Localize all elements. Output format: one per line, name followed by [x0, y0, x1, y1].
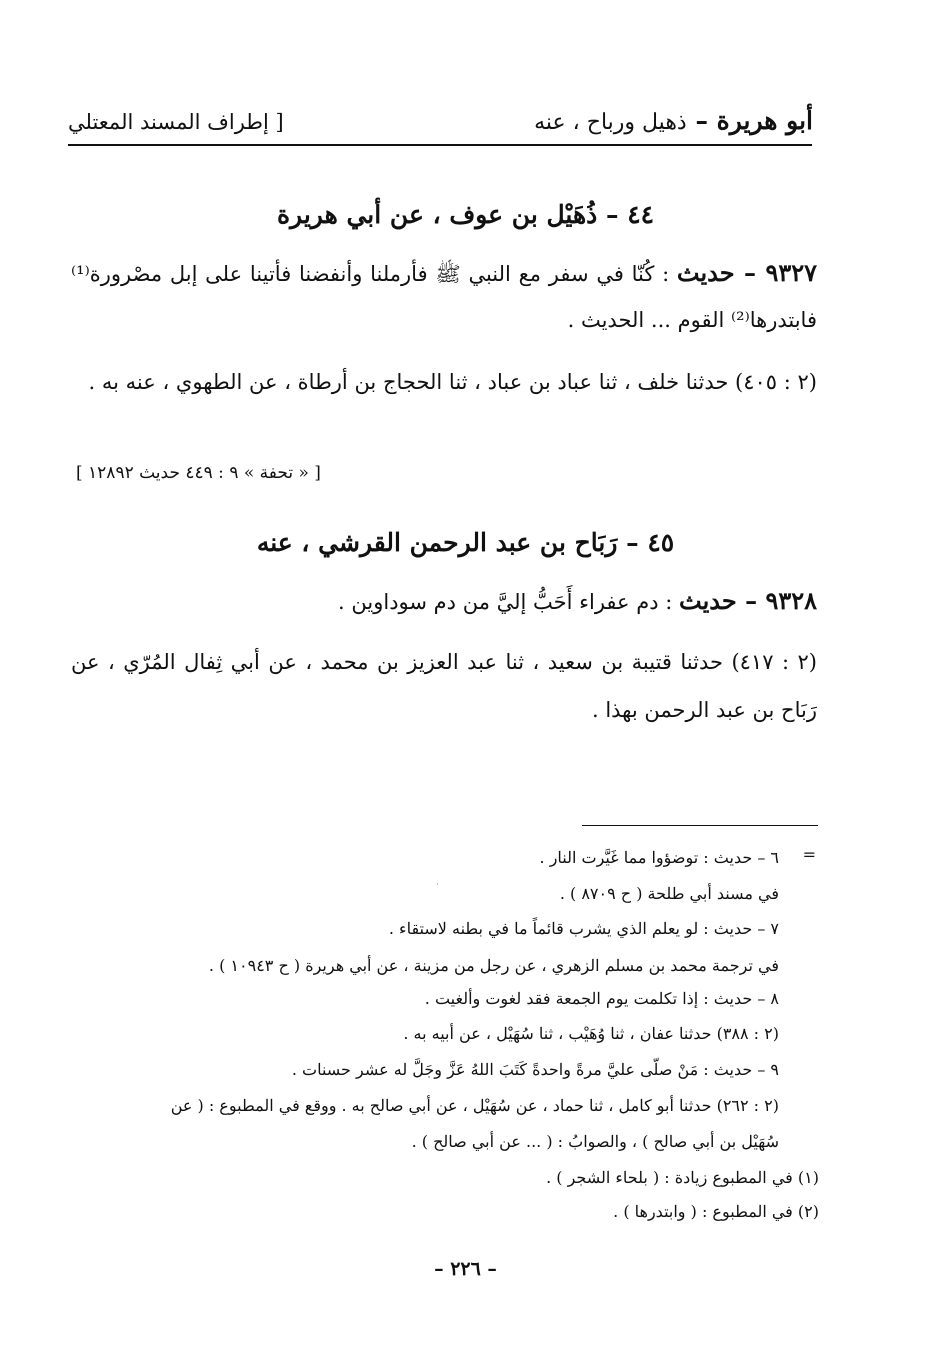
header-subtitle: ذهيل ورباح ، عنه — [534, 110, 687, 135]
footnote-line: ٦ – حديث : توضؤوا مما غَيَّرت النار . — [539, 848, 779, 867]
hadith-9328-number: ٩٣٢٨ – حديث — [679, 586, 817, 615]
running-header-right — [534, 106, 813, 135]
footnote-rule — [582, 825, 818, 826]
footnote-line: (٢ : ٣٨٨) حدثنا عفان ، ثنا وُهَيْب ، ثنا سُهَيْل ، عن أبيه به . — [403, 1024, 779, 1043]
hadith-9328-isnad: (٢ : ٤١٧) حدثنا قتيبة بن سعيد ، ثنا عبد العزيز بن محمد ، عن أبي ثِفال المُرّي ، عن رَبَاح بن عبد الرحمن بهذا . — [71, 650, 817, 722]
footnote-line: (١) في المطبوع زيادة : ( بلحاء الشجر ) . — [546, 1168, 819, 1187]
tuhfa-reference: [ « تحفة » ٩ : ٤٤٩ حديث ١٢٨٩٢ ] — [76, 463, 321, 483]
footnote-line: في ترجمة محمد بن مسلم الزهري ، عن رجل من مزينة ، عن أبي هريرة ( ح ١٠٩٤٣ ) . — [208, 956, 779, 975]
page-number: – ٢٢٦ – — [434, 1258, 497, 1280]
running-header-left: [ إطراف المسند المعتلي — [68, 110, 284, 134]
hadith-9327-text: : كُنّا في سفر مع النبي ﷺ فأرملنا وأنفضنا فأتينا على إبل مصْرورة⁽¹⁾ فابتدرها⁽²⁾ القوم ... الحديث . — [71, 262, 817, 332]
footnote-line: في مسند أبي طلحة ( ح ٨٧٠٩ ) . — [559, 884, 779, 903]
footnote-line: ٧ – حديث : لو يعلم الذي يشرب قائماً ما في بطنه لاستقاء . — [388, 919, 779, 938]
header-title: أبو هريرة – — [686, 106, 813, 135]
hadith-9327 — [71, 250, 817, 343]
footnote-line: سُهَيْل بن أبي صالح ) ، والصوابُ : ( ... عن أبي صالح ) . — [411, 1132, 779, 1151]
footnote-line: ٩ – حديث : مَنْ صلّى عليَّ مرةً واحدةً كَتَبَ اللهُ عَزَّ وجَلَّ له عشر حسنات . — [291, 1060, 779, 1079]
section-45-title: ٤٥ – رَبَاح بن عبد الرحمن القرشي ، عنه — [256, 528, 675, 557]
scan-speck: · — [436, 880, 439, 890]
header-rule — [68, 144, 812, 146]
footnote-line: ٨ – حديث : إذا تكلمت يوم الجمعة فقد لغوت وألغيت . — [424, 989, 779, 1008]
footnote-line: (٢ : ٢٦٢) حدثنا أبو كامل ، ثنا حماد ، عن سُهَيْل ، عن أبي صالح به . ووقع في المطبوع : ( عن — [170, 1096, 779, 1115]
section-44-title: ٤٤ – ذُهَيْل بن عوف ، عن أبي هريرة — [276, 200, 655, 229]
footnote-line: (٢) في المطبوع : ( وابتدرها ) . — [613, 1202, 819, 1221]
hadith-9327-number: ٩٣٢٧ – حديث — [676, 258, 817, 287]
hadith-9328-text: : دم عفراء أَحَبُّ إليَّ من دم سوداوين . — [338, 590, 680, 614]
hadith-9327-isnad: (٢ : ٤٠٥) حدثنا خلف ، ثنا عباد بن عباد ، ثنا الحجاج بن أرطاة ، عن الطهوي ، عنه به . — [88, 370, 817, 394]
continuation-mark: = — [802, 845, 816, 864]
hadith-9328 — [71, 578, 817, 625]
